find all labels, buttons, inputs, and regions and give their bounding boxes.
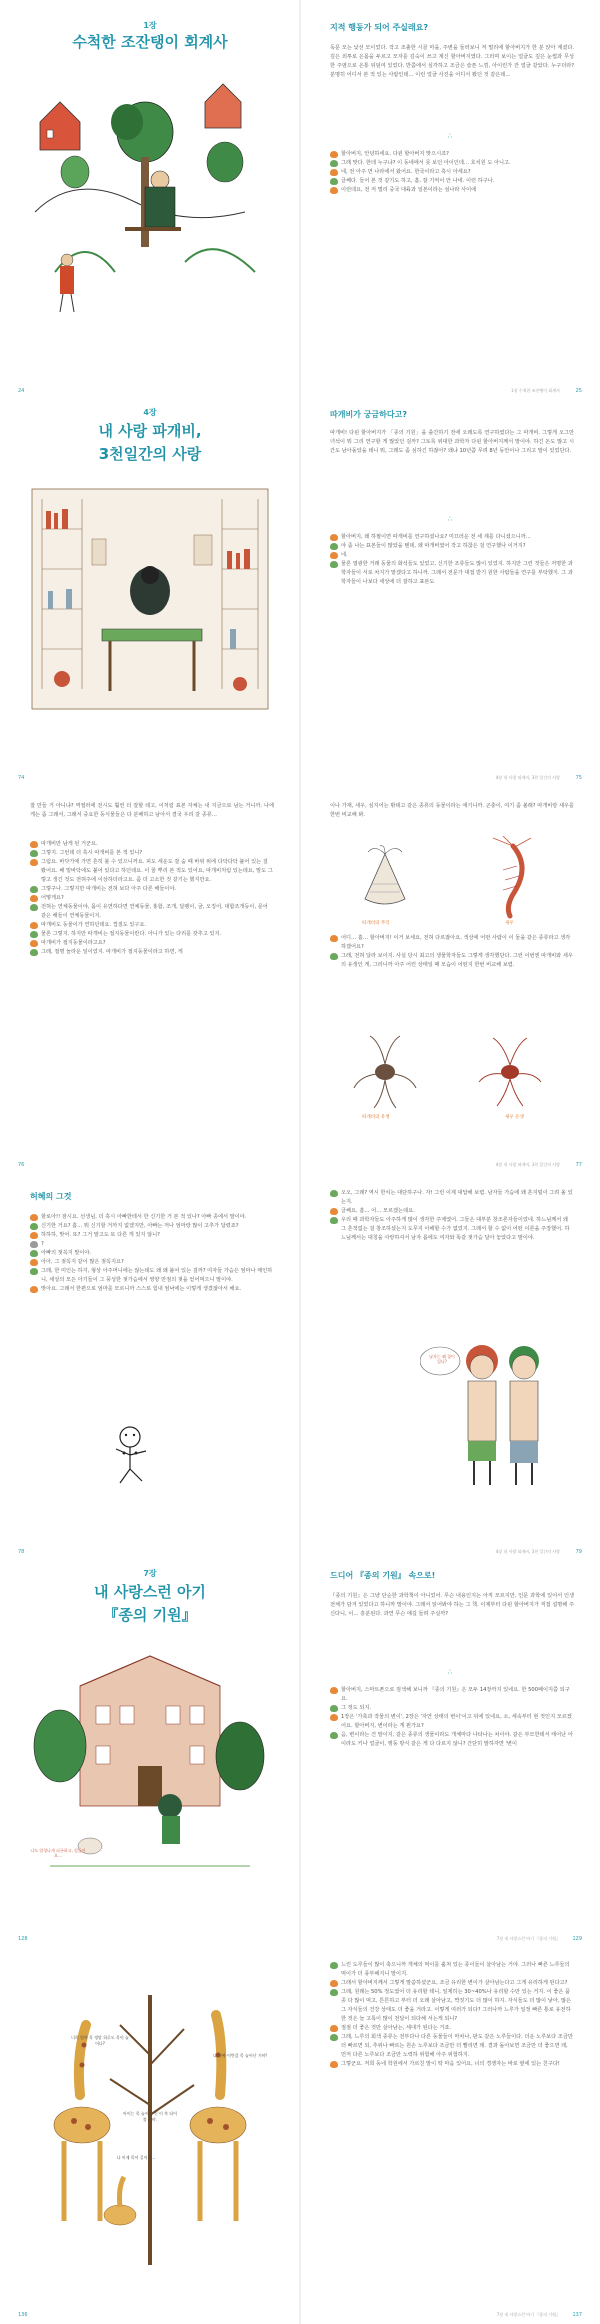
speaker-girl-icon xyxy=(30,1259,38,1266)
dialogue-line xyxy=(330,168,574,177)
speaker-girl-icon xyxy=(330,552,338,559)
dialogue-line xyxy=(30,1249,274,1258)
dialogue-text: 그래 맞다. 한데 누구냐? 이 동네에서 못 보던 아이인데… 호치원 도 아니고. xyxy=(341,160,511,166)
speaker-darwin-icon xyxy=(30,886,38,893)
speaker-girl-icon xyxy=(30,940,38,947)
dialogue-text: 물론 그렇지. 하지만 따개비는 절지동물이란다. 아니가 있는 다리를 갖추고 있지. xyxy=(41,931,222,937)
dialogue-line xyxy=(330,542,574,551)
speaker-darwin-icon xyxy=(30,1223,38,1230)
barnacle-drawing xyxy=(350,844,420,914)
section-separator: ∴ xyxy=(447,132,453,140)
dialogue-text: 신기한 거요? 흠… 뭐 신기할 거까지 없겠지만, 아빠는 저나 엄마랑 많이 고추가 달렸죠? xyxy=(41,1223,239,1229)
dialogue-line xyxy=(330,1216,574,1243)
dialogue-line xyxy=(330,150,574,159)
speaker-girl-icon xyxy=(330,1208,338,1215)
dialogue-line xyxy=(330,1979,574,1988)
page-number: 76 xyxy=(18,1162,25,1168)
dialogue-block xyxy=(30,840,274,1140)
speaker-girl-icon xyxy=(330,1714,338,1721)
speech-bubble: 나 진짜 이만큼 목 늘어난 거야! xyxy=(212,2053,268,2058)
page-78 xyxy=(0,1161,300,1561)
chapter-title: 수척한 조잔탱이 회계사 xyxy=(72,33,228,51)
dialogue-line xyxy=(30,930,274,939)
body-paragraph: 잘 만들 거 아니냐? 역절러에 전시도 훨씬 더 잘할 테고, 이처럼 표본 자체는 내 지금으로 남는 거니까. 나에게는 좀 그래서, 그래서 중요한 동식물들은 다 분배하고 남아서 결국 우리 갈 종류… xyxy=(30,803,274,818)
dialogue-line xyxy=(30,921,274,930)
page-137 xyxy=(300,1935,600,2324)
running-head: 4장 내 사랑 따개비, 3천 일간의 사랑 xyxy=(495,1162,560,1167)
dialogue-block xyxy=(330,533,574,733)
dialogue-text: 글쎄다. 들어 본 것 같기도 하고, 흠, 잘 기억이 안 나네. 이런 하구나. xyxy=(341,178,495,184)
speech-bubble: 나 이제 목이 길어지… xyxy=(116,2155,156,2160)
dialogue-text: 그 정도 되지. xyxy=(341,1705,372,1711)
illustration-caption: 나도 엄청나게 피곤하고, 힘들어요… xyxy=(30,1848,86,1858)
speaker-darwin-icon xyxy=(330,2034,338,2041)
speaker-darwin-icon xyxy=(30,904,38,911)
dialogue-text: 글쎄요, 흠… 어… 모르겠는데요. xyxy=(341,1208,415,1214)
page-136 xyxy=(0,1935,300,2324)
spread-2 xyxy=(0,387,600,787)
dialogue-line xyxy=(30,1222,274,1231)
speaker-darwin-icon xyxy=(30,850,38,857)
dialogue-line xyxy=(330,551,574,560)
dialogue-text: 할아버지, 스마트폰으로 검색해 보니까 『종의 기원』은 모두 14장까지 있네요. 한 500페이지쯤 되구요. xyxy=(341,1687,570,1702)
speaker-darwin-icon xyxy=(330,953,338,960)
dialogue-line xyxy=(330,1704,574,1713)
page-128 xyxy=(0,1548,300,1948)
speech-bubble: 너희 엄마 목 정말 하루도 목이 늘어나? xyxy=(71,2035,129,2046)
dialogue-text: 1장은 '가축과 작물의 변이', 2장은 '자연 상태의 변이'이고 뒤에 있네요, 소, 세속부터 현 것인지 모르겠어요. 할아버지, 변이라는 게 뭔가요? xyxy=(341,1714,572,1729)
dialogue-block xyxy=(330,150,574,340)
speaker-girl-icon xyxy=(330,2025,338,2032)
dialogue-text: 점점 더 좋은 것만 살아남는, 세대가 된다는 거죠. xyxy=(341,2025,452,2031)
chapter-title: 내 사랑스런 아기 xyxy=(94,1583,206,1601)
dialogue-text: 오오, 그래? 역시 한치는 대단하구나. 자! 그런 이제 대답해 보렴. 남자들 가슴에 왜 흔지털이 그려 올 있는지. xyxy=(341,1190,573,1205)
dialogue-line xyxy=(30,894,274,903)
running-head: 4장 내 사랑 따개비, 3천 일간의 사랑 xyxy=(495,1549,560,1554)
dialogue-text: 어디… 흠… 할아버지! 이거 보세요, 전혀 다르잖아요, 색상에 어떤 사람이 이 둘을 같은 종류라고 생각하겠어요? xyxy=(341,935,571,950)
speech-bubble: 남자는 왜 젖이 있나? xyxy=(429,1354,455,1364)
dialogue-text: 따개비만 남게 된 거군요. xyxy=(41,841,98,847)
running-head: 7장 내 사랑스런 아기 『종의 기원』 xyxy=(496,1936,560,1941)
speaker-darwin-icon xyxy=(330,543,338,550)
speaker-girl-icon xyxy=(30,895,38,902)
dialogue-text: 그렇구나. 그렇지만 따개비는 전혀 보다 아주 다른 해들이야. xyxy=(41,886,177,892)
section-title: 따개비가 궁금하다고? xyxy=(330,410,407,419)
dialogue-line xyxy=(330,1207,574,1216)
dialogue-text: 이런데요, 전 저 멀리 중국 대륙과 일본이라는 섬나라 사이에 xyxy=(341,187,477,193)
speaker-girl-icon xyxy=(30,1286,38,1293)
speaker-darwin-icon xyxy=(330,561,338,568)
dialogue-text: 느린 도루들이 많이 축으니까 개체의 먹이를 훔쳐 있는 종이들이 살아남는 거야. 그러나 빠른 느루들의 먹이가 더 풍부해지니 말이지. xyxy=(341,1962,570,1977)
chapter-subtitle: 3천일간의 사랑 xyxy=(98,445,202,463)
page-number: 75 xyxy=(575,775,582,781)
chapter-number: 7장 xyxy=(143,1569,157,1578)
spread-5 xyxy=(0,1548,600,1948)
speaker-darwin-icon xyxy=(330,1962,338,1969)
dialogue-line xyxy=(30,948,274,957)
dialogue-text: 음, 변이라는 건 말이지, 같은 종류의 생물이라도 개체마다 나타나는 차이야. 같은 부모한테서 태어난 아이라도 키나 얼굴이, 행동 방식 같은 게 다 다르지 않니? 간단히 말하자면 '변이 xyxy=(341,1732,573,1747)
shrimp-larva-caption: 새우 유생 xyxy=(505,1115,524,1120)
speaker-darwin-icon xyxy=(330,1989,338,1996)
page-number: 24 xyxy=(18,388,25,394)
dialogue-line xyxy=(30,1258,274,1267)
section-title: 허혜의 그것 xyxy=(30,1192,72,1201)
page-76 xyxy=(0,774,300,1174)
dialogue-text: 맞아요. 그래서 한편으로 엄마를 모르니까 스스로 힘내 엄낙에는 이렇게 생겼잖아서 해요. xyxy=(41,1286,242,1292)
dialogue-text: 물론 열광한 거래 동물의 화석들도 있었고, 신기한 조류들도 많이 있었지. 하지만 그런 것들은 저명한 과학자들이 서로 차지가 맡겠다고 하니까. 그래서 전문가 대접 받기 원한 사람들을 연구를 부탁했지. 그 과학자들이 나보다 세상에 더 잘하고 표본도 xyxy=(341,561,573,585)
chapter-number: 4장 xyxy=(143,408,157,417)
dialogue-line xyxy=(330,533,574,542)
stick-figure-sketch xyxy=(100,1417,170,1487)
page-number: 128 xyxy=(18,1936,28,1942)
dialogue-line xyxy=(330,1686,574,1704)
speaker-girl-icon xyxy=(330,187,338,194)
speaker-girl-icon xyxy=(30,841,38,848)
dialogue-line xyxy=(330,2024,574,2033)
speaker-girl-icon xyxy=(330,935,338,942)
dialogue-line xyxy=(330,2060,574,2069)
dialogue-line xyxy=(30,1231,274,1240)
dialogue-line xyxy=(330,177,574,186)
dialogue-line xyxy=(330,1189,574,1207)
page-25 xyxy=(300,0,600,400)
shrimp-caption: 새우 xyxy=(505,921,514,926)
dialogue-block xyxy=(330,1961,574,2291)
dialogue-line xyxy=(30,1213,274,1222)
speaker-boy-icon xyxy=(30,1241,38,1248)
speaker-darwin-icon xyxy=(30,1250,38,1257)
dialogue-text: 할아버지, 왜 하필이면 따개비를 연구하셨나요? 미끄러운 전 세 제를 다니셨으니까… xyxy=(341,534,531,540)
barnacle-caption: 따개비의 무리 xyxy=(362,921,390,926)
man-and-woman-illustration xyxy=(420,1321,560,1491)
page-number: 25 xyxy=(575,388,582,394)
speaker-darwin-icon xyxy=(330,1190,338,1197)
speaker-girl-icon xyxy=(330,2061,338,2068)
barnacle-larva-drawing xyxy=(350,1032,420,1112)
dialogue-text: 그래, 절명 놀라운 일이었지. 따개비가 절지동물이라고 하면, 게 xyxy=(41,949,183,955)
dialogue-text: 그래, 느루의 회색 종류는 전부다나 다른 동물들이 마차나, 판도 같은 노루들이다. 더운 노루보다 조금만 더 빠르면 되, 추위나 빠르는 원손 노루보다 조금만 더 빨리면 돼. 결과 돌아보면 조금만 더 좋으면 돼, 먼저 다른 노루보다 조금만 노력하 위험해 아주 위험하지. xyxy=(341,2034,573,2058)
speaker-girl-icon xyxy=(30,1214,38,1221)
page-79 xyxy=(300,1161,600,1561)
dialogue-line xyxy=(30,1267,274,1285)
dialogue-line xyxy=(30,885,274,894)
dialogue-line xyxy=(30,903,274,921)
dialogue-line xyxy=(330,560,574,587)
speaker-darwin-icon xyxy=(30,931,38,938)
dialogue-text: 할아버지, 안녕하세요. 다윈 할아버지 맞으시죠? xyxy=(341,151,449,157)
speaker-darwin-icon xyxy=(30,1268,38,1275)
dialogue-line xyxy=(330,934,574,952)
dialogue-text: 그렇군요. 저희 동네 학원에서 가르친 말이 딱 마음 있어요, 너의 경쟁자는 바로 옆에 있는 친구다! xyxy=(341,2061,560,2067)
dialogue-text: 전혀는 연체동물이야, 몸이 유연하다면 연체동물, 홍합, 조개, 달팽이, 굴, 오징어, 대합조개등이, 문어 같은 해들이 연체동물이지. xyxy=(41,904,268,919)
dialogue-line xyxy=(330,952,574,970)
shrimp-larva-drawing xyxy=(475,1032,545,1112)
village-illustration xyxy=(15,62,285,332)
dialogue-block xyxy=(30,1213,274,1413)
speaker-girl-icon xyxy=(30,859,38,866)
running-head: 1장 수척한 조잔탱이 회계사 xyxy=(511,388,560,393)
speech-bubble: 아이는 목 늘어나 긴 이 쭉 되어 볼 거야. xyxy=(123,2111,177,2122)
speaker-darwin-icon xyxy=(330,160,338,167)
dialogue-line xyxy=(330,159,574,168)
section-separator: ∴ xyxy=(447,1668,453,1676)
speaker-darwin-icon xyxy=(330,1732,338,1739)
dialogue-text: 네, 전 아주 먼 나라에서 왔어요. 한국이라고 혹시 아세요? xyxy=(341,169,471,175)
speaker-girl-icon xyxy=(330,169,338,176)
dialogue-line xyxy=(30,858,274,885)
running-head: 7장 내 사랑스런 아기 『종의 기원』 xyxy=(496,2312,560,2317)
body-paragraph: 따개비! 다윈 할아버지가 「종의 기원」을 출간하기 전에 오래도록 연구하였다는 그 따개비. 그렇게 오그만 녀석이 뭐 그리 연구할 게 많았던 걸까? 그토록 위대한 과학자 다윈 할아버지께서 말이야. 하긴 돈도 많고 시간도 남아돌았을 테니 뭐, 그래도 좀 심하긴 하잖아? 왜냐 10년쯤 무려 8년 동안이나 그리고 말이 있었단다. xyxy=(330,430,574,454)
giraffes-illustration xyxy=(20,1975,280,2275)
page-129 xyxy=(300,1548,600,1948)
speaker-darwin-icon xyxy=(330,1217,338,1224)
dialogue-line xyxy=(330,2033,574,2060)
dialogue-text: 아아, 그 젖꼭지 같이 많은 젖꼭지요? xyxy=(41,1259,124,1265)
spread-6 xyxy=(0,1935,600,2324)
dialogue-text: 하하하, 맞어. 또? 그거 말고도 또 다른 게 있지 않니? xyxy=(41,1232,160,1238)
spread-1 xyxy=(0,0,600,400)
dialogue-text: 그래, 한 미인는 하지, 형상 아주머니에는 않는데도 왜 왜 붙어 있는 걸까? 여자들 가슴은 엄마나 매인하니, 세상의 모든 아기들이 그 풍성한 젖가슴에서 영양 만점의 젖을 얻어먹으니 말이야. xyxy=(41,1268,273,1283)
speaker-girl-icon xyxy=(30,922,38,929)
body-paragraph: 『종의 기원』은 그냥 단순한 과학책이 아니었어. 무슨 내용인지는 아직 모르지만, 인문 과학에 있어서 인생 전체가 담겨 있었다고 하니까 말이야. 그래서 읽어봐야 하는 그 책. 이제부터 다윈 할아버지가 직접 설명해 주신다니, 이… 흥분된다. 과연 무슨 얘길 들려 주실까? xyxy=(330,1593,574,1617)
page-number: 136 xyxy=(18,2312,28,2318)
dialogue-text: 그래, 전혀 달라 보이지. 사실 당시 최고의 생물학자들도 그렇게 생각했단다. 그런 이번엔 따개비와 새우의 유생인 게, 그러니까 아주 어린 상태일 때 모습이 어떤지 한번 비교해 보렴. xyxy=(341,953,573,968)
dialogue-text: 그럼요. 바닷가에 가면 흔히 볼 수 있으니까요. 피도 세운도 잘 숨 때 바위 위에 다닥다닥 붙어 있는 걸 봤어요. 배 밑바닥에도 붙어 있다고 하던데요. 이 꿈 뿌리 본 적도 있어요, 따개비처럼 있는데요, 말도 그렇고 생긴 것도 전혀주에 이상하더라고요. 좀 더 고소한 것 같기는 했지만요. xyxy=(41,859,273,883)
page-24 xyxy=(0,0,300,400)
spread-4 xyxy=(0,1161,600,1561)
dialogue-text: 따개비가 절지동물이라고요? xyxy=(41,940,106,946)
section-title: 드디어 『종의 기원』 속으로! xyxy=(330,1571,436,1580)
study-room-illustration xyxy=(22,479,278,719)
dialogue-text: 야 좀 나는 표본들이 많았을 텐데, 왜 따개비였어 작고 하찮은 걸 연구했나 이거지? xyxy=(341,543,526,549)
dialogue-line xyxy=(30,1240,274,1249)
dialogue-line xyxy=(30,840,274,849)
dialogue-line xyxy=(30,849,274,858)
page-number: 129 xyxy=(572,1936,582,1942)
section-title: 지적 행동가 되어 주실래요? xyxy=(330,23,429,32)
dialogue-text: 어떻게요? xyxy=(41,895,64,901)
dialogue-line xyxy=(330,1961,574,1979)
chapter-subtitle: 『종의 기원』 xyxy=(103,1606,197,1624)
page-number: 78 xyxy=(18,1549,25,1555)
page-77 xyxy=(300,774,600,1174)
speaker-girl-icon xyxy=(330,1687,338,1694)
page-number: 77 xyxy=(575,1162,582,1168)
speaker-girl-icon xyxy=(330,534,338,541)
speaker-girl-icon xyxy=(330,1980,338,1987)
page-number: 74 xyxy=(18,775,25,781)
dialogue-line xyxy=(330,1713,574,1731)
dialogue-line xyxy=(30,939,274,948)
dialogue-line xyxy=(330,1731,574,1749)
body-paragraph: 이나 가재, 새우, 심지어는 밖데고 같은 종류의 동물이라는 얘기니까. 곤충이, 여기 좀 볼래? 따개비랑 새우를 한번 비교해 봐. xyxy=(330,803,574,818)
dialogue-text: 그래서 할아버지께서 그렇게 말씀하셨군요, 조금 유리한 변이가 살아남는다고 그게 유리하게 된다고? xyxy=(341,1980,568,1986)
page-number: 137 xyxy=(572,2312,582,2318)
dialogue-text: 따개비도 동물이가 연하던데요. 껍질도 있구요. xyxy=(41,922,147,928)
page-75 xyxy=(300,387,600,787)
page-number: 79 xyxy=(575,1549,582,1555)
dialogue-block xyxy=(330,1686,574,1896)
speaker-darwin-icon xyxy=(30,949,38,956)
section-separator: ∴ xyxy=(447,515,453,523)
dialogue-line xyxy=(330,1988,574,2024)
dialogue-block xyxy=(330,1189,574,1301)
speaker-girl-icon xyxy=(30,1232,38,1239)
spread-3 xyxy=(0,774,600,1174)
dialogue-text: 그렇지. 그런데 더 혹시 따개비를 본 적 있니? xyxy=(41,850,143,856)
barnacle-larva-caption: 따개비의 유생 xyxy=(362,1115,390,1120)
body-paragraph: 독문 모는 낯선 모이었다. 작고 조촐한 시골 마을, 주변을 둘러보니 저 멀리에 할아버지가 한 분 앉아 계셨다. 깊은 외투로 온몸을 두르고 모자를 깊숙이 쓰고 계신 할아버지였다. 그러며 보이는 얼굴도 깊은 눈썹과 무성한 주염으로 온통 뒤덮여 있었다. 반쯤에서 심각하고 조금은 슬픈 느낌, 아이린가 잔 얼굴 같았다. 누구더라? 분명히 어디서 본 적 있는 사람인데… 이런 얼굴 사진을 어디서 봤던 것 같은데… xyxy=(330,45,574,78)
speaker-girl-icon xyxy=(330,151,338,158)
dialogue-text: 네. xyxy=(341,552,348,558)
chapter-title: 내 사랑 파개비, xyxy=(98,422,202,440)
dialogue-line xyxy=(330,186,574,195)
page-74 xyxy=(0,387,300,787)
dialogue-text: 아빠의 젖꼭지 말이야. xyxy=(41,1250,92,1256)
dialogue-text: 우리 때 과학자들도 아주하게 많이 생각한 주제였어. 그들은 대부분 창조론자들이었네. 하느님께서 왜 그 흔적없는 걸 창조하셨는지 도무지 이해할 수가 없었지. 그래서 할 수 없이 어떤 이론을 주장했어. 하느님께서는 대칭을 사랑하셔서 남자 몸에도 여자와 똑같 젖가슴 달아 놓았다고 말이야. xyxy=(341,1217,570,1241)
dialogue-block xyxy=(330,934,574,1014)
speaker-darwin-icon xyxy=(330,178,338,185)
dialogue-text: ? xyxy=(41,1241,44,1247)
dialogue-text: 그래, 원래는 50% 정도였어 더 유리할 테니, 일제히는 30~40%나 유리할 수만 있는 거지. 이 좋은 품종 다 많이 먹고, 튼튼하고 부터 더 오래 살아남고, 짝짓기도 더 많이 하지. 자식들도 더 많이 낳아, 많은 그 자식들의 건강 상태도 더 좋을 거라고. 이렇게 여러가 되다? 그러나까 느루가 일정 빠른 통로 유전하한 것은 늘 고록이 많이 전달이 되다해 서는게 되니? xyxy=(341,1989,572,2022)
running-head: 4장 내 사랑 따개비, 3천 일간의 사랑 xyxy=(495,775,560,780)
dialogue-line xyxy=(30,1285,274,1294)
chapter-number: 1장 xyxy=(143,21,157,30)
shrimp-drawing xyxy=(475,836,545,920)
dialogue-text: 할로아!! 잠시요. 선생님, 더 혹시 아빠한테서 한 신기한 거 본 적 있나? 아빠 종에서 말이야. xyxy=(41,1214,247,1220)
speaker-darwin-icon xyxy=(330,1705,338,1712)
